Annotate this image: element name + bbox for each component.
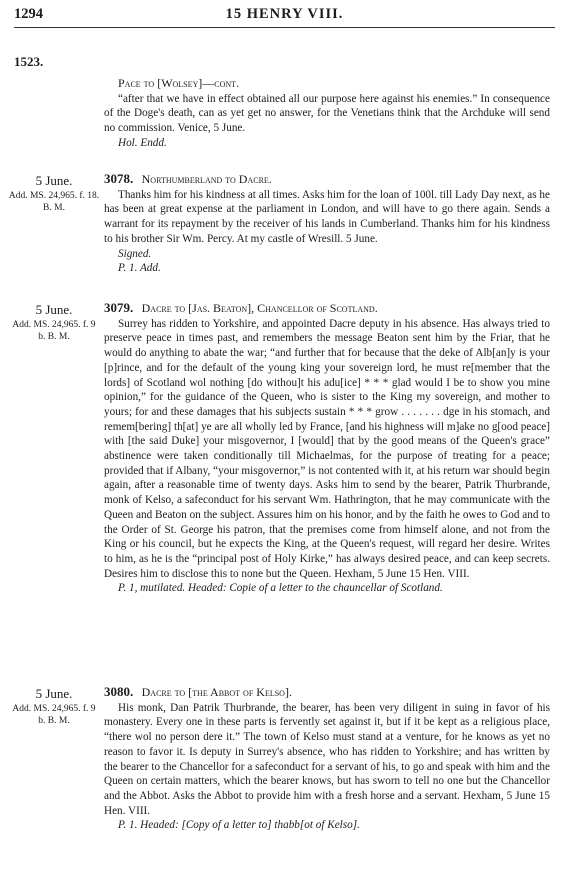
entry-date: 5 June. (35, 686, 73, 701)
running-header (14, 6, 555, 26)
entry-text: Thanks him for his kindness at all times. Asks him for the loan of 100l. till Lady Day next, as he has been at great expense at the parliament in London, and will have to go there again. Sends a warrant for its repayment by the receiver of his lands in Cumberland. Thanks him for his kindness to his brother Sir Wm. Percy. At my castle of Wresill. 5 June. (104, 188, 550, 245)
page-number: 1294 (14, 6, 43, 22)
entry-note: Signed. (118, 247, 152, 260)
entry-note: P. 1, mutilated. Headed: Copie of a letter to the chauncellar of Scotland. (118, 582, 443, 595)
entry-source: Add. MS. 24,965. f. 9 b. B. M. (12, 320, 96, 342)
running-title: 15 HENRY VIII. (225, 6, 344, 22)
entry-body (104, 76, 550, 151)
entry-body (104, 685, 550, 833)
entry-heading: Pace to [Wolsey]—cont. (118, 76, 240, 90)
entry-note: Hol. Endd. (118, 136, 167, 149)
entry-number: 3080. (104, 684, 134, 699)
entry-source: Add. MS. 24,965. f. 18. B. M. (8, 191, 100, 213)
entry-note: P. 1. Add. (118, 262, 161, 275)
header-rule (14, 27, 555, 28)
entry-heading: Dacre to [the Abbot of Kelso]. (141, 685, 292, 699)
entry-note: P. 1. Headed: [Copy of a letter to] thabb[ot of Kelso]. (118, 819, 360, 832)
entry-source: Add. MS. 24,965. f. 9 b. B. M. (12, 704, 96, 726)
entry-date: 5 June. (35, 173, 73, 188)
entry-heading: Northumberland to Dacre. (141, 172, 272, 186)
entry-text: His monk, Dan Patrik Thurbrande, the bearer, has been very diligent in suing in favor of his monastery. Every one in these parts is fervently set against it, but if it be kept as a religious place, “there wol no person dere it.” The town of Kelso must stand at a venture, for he knows as yet no reason to favor it. Is deputy in Surrey's absence, who has ridden to Yorkshire; and has written by the bearer to the Chancellor for a safeconduct for a servant of his, to go and speak with him and the Queen on certain matters, which the bearer knows, but has sworn to tell no one but the Chancellor and the Abbot. Asks the Abbot to provide him with a fresh horse and a servant. Hexham, 5 June 15 Hen. VIII. (104, 701, 550, 817)
year-label: 1523. (14, 54, 44, 69)
entry-number: 3078. (104, 171, 134, 186)
entry-number: 3079. (104, 300, 134, 315)
entry-text: “after that we have in effect obtained all our purpose here against his enemies.” In consequence of the Doge's death, can as yet get no answer, for the Venetians think that the Archduke will send no commission. Venice, 5 June. (104, 92, 550, 135)
entry-heading: Dacre to [Jas. Beaton], Chancellor of Scotland. (141, 301, 378, 315)
entry-body (104, 301, 550, 596)
entry-date: 5 June. (35, 302, 73, 317)
entry-text: Surrey has ridden to Yorkshire, and appointed Dacre deputy in his absence. Has always tried to preserve peace in times past, and remembers the message Beaton sent him by the Friar, that he would do anything to abate the war; “and further that for because that the deke of Alb[an]y is your [p]rince, and for the default of the young king your sovereign lord, he must re[member that the lords] of Scotland wol nothing [do withou]t his adu[ice] * * * glad would I be to show you mine opinion,” for the guidance of the Queen, who is sister to the King my sovereign, and mother to yours; for and these damages that his subjects sustain * * * grow . . . . . . . dge in his stomach, and remem[bering] th[at] ye are all wholly led by France, [and his highness will m]ake no g[ood peace] with [the said Duke] your misgovernor, I [would] that by the good means of the Queen's grace” abstinence were taken conditionally till Michaelmas, for the purpose of treating for a peace; provided that if Albany, “your misgovernor,” is not contented with it, at his return war should begin again, after a reasonable time of twenty days. Asks him to send by the bearer, Patrik Thurbrande, monk of Kelso, a safeconduct for his servant Wm. Hathrington, that he may communicate with the Queen and Beaton on the subject. Assures him on his honor, and by the faith he owes to God and to the Order of St. George his patron, that the premises come from himself alone, and not from the King or his council, but he expects the King, at the Queen's request, will regard her desire. Writes to him, as he is the “principal post of Holy Kirke,” has always desired peace, and can keep secrets. Desires him to disclose this to none but the Queen. Hexham, 5 June 15 Hen. VIII. (104, 317, 550, 580)
entry-body (104, 172, 550, 276)
